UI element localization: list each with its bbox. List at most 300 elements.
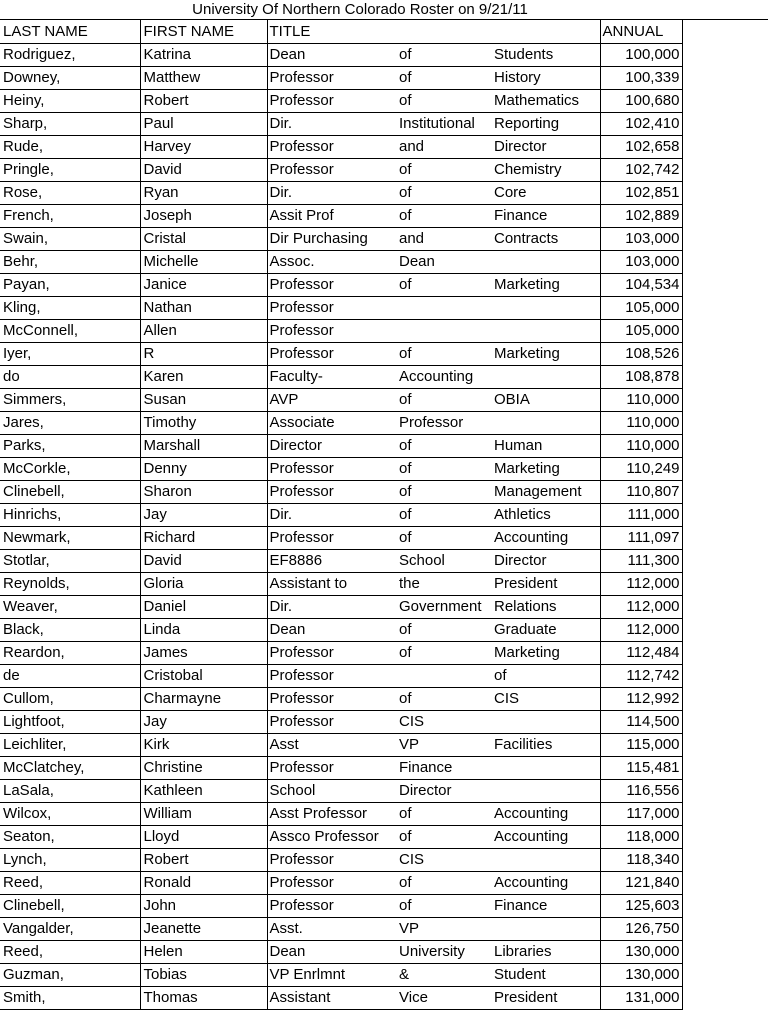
cell-title-part-3 <box>492 319 600 342</box>
cell-title-part-3 <box>492 848 600 871</box>
cell-title-part-1: Assistant to <box>267 572 397 595</box>
cell-annual: 111,097 <box>600 526 682 549</box>
cell-last-name: Leichliter, <box>0 733 140 756</box>
cell-last-name: Reed, <box>0 940 140 963</box>
cell-title-part-3: OBIA <box>492 388 600 411</box>
table-row <box>0 526 682 549</box>
cell-annual: 130,000 <box>600 963 682 986</box>
cell-title-part-2 <box>397 319 492 342</box>
cell-title-part-3: Contracts <box>492 227 600 250</box>
cell-title-part-3: Director <box>492 135 600 158</box>
table-row <box>0 664 682 687</box>
roster-body <box>0 20 682 1009</box>
cell-title-part-2: Finance <box>397 756 492 779</box>
table-row <box>0 66 682 89</box>
cell-title-part-3: President <box>492 572 600 595</box>
table-row <box>0 848 682 871</box>
cell-last-name: Cullom, <box>0 687 140 710</box>
cell-first-name: Richard <box>140 526 267 549</box>
cell-title-part-1: Dir. <box>267 181 397 204</box>
cell-last-name: Stotlar, <box>0 549 140 572</box>
table-row <box>0 756 682 779</box>
table-row <box>0 595 682 618</box>
table-row <box>0 434 682 457</box>
table-row <box>0 273 682 296</box>
cell-title-part-1: Professor <box>267 480 397 503</box>
cell-title-part-2: and <box>397 227 492 250</box>
table-row <box>0 411 682 434</box>
table-row <box>0 986 682 1009</box>
cell-annual: 110,807 <box>600 480 682 503</box>
cell-title-part-2: of <box>397 457 492 480</box>
cell-last-name: Lightfoot, <box>0 710 140 733</box>
cell-first-name: Jeanette <box>140 917 267 940</box>
cell-last-name: McClatchey, <box>0 756 140 779</box>
cell-first-name: Harvey <box>140 135 267 158</box>
cell-title-part-1: Asst. <box>267 917 397 940</box>
cell-title-part-2: Vice <box>397 986 492 1009</box>
cell-title-part-1: Professor <box>267 296 397 319</box>
cell-title-part-2: CIS <box>397 710 492 733</box>
cell-annual: 105,000 <box>600 319 682 342</box>
cell-first-name: Robert <box>140 89 267 112</box>
cell-annual: 108,878 <box>600 365 682 388</box>
cell-last-name: French, <box>0 204 140 227</box>
table-row <box>0 641 682 664</box>
cell-title-part-1: Assistant <box>267 986 397 1009</box>
header-annual: ANNUAL <box>600 20 682 43</box>
cell-annual: 102,742 <box>600 158 682 181</box>
cell-first-name: Susan <box>140 388 267 411</box>
cell-first-name: Christine <box>140 756 267 779</box>
cell-last-name: Parks, <box>0 434 140 457</box>
cell-title-part-1: Asst <box>267 733 397 756</box>
cell-first-name: Allen <box>140 319 267 342</box>
cell-title-part-1: Dean <box>267 618 397 641</box>
cell-title-part-1: Faculty- <box>267 365 397 388</box>
cell-title-part-2: VP <box>397 917 492 940</box>
cell-title-part-2: & <box>397 963 492 986</box>
cell-title-part-2: of <box>397 894 492 917</box>
table-row <box>0 503 682 526</box>
cell-last-name: Black, <box>0 618 140 641</box>
cell-title-part-2: of <box>397 871 492 894</box>
cell-title-part-1: Dir Purchasing <box>267 227 397 250</box>
cell-title-part-2: the <box>397 572 492 595</box>
cell-title-part-1: Professor <box>267 342 397 365</box>
cell-title-part-2: Institutional <box>397 112 492 135</box>
cell-title-part-3: Management <box>492 480 600 503</box>
cell-title-part-1: Assit Prof <box>267 204 397 227</box>
cell-title-part-3: Marketing <box>492 641 600 664</box>
cell-last-name: Jares, <box>0 411 140 434</box>
cell-last-name: McConnell, <box>0 319 140 342</box>
cell-first-name: John <box>140 894 267 917</box>
table-row <box>0 480 682 503</box>
cell-annual: 117,000 <box>600 802 682 825</box>
cell-title-part-3: Accounting <box>492 871 600 894</box>
cell-title-part-1: Assco Professor <box>267 825 397 848</box>
table-row <box>0 112 682 135</box>
cell-title-part-3 <box>492 365 600 388</box>
cell-annual: 111,300 <box>600 549 682 572</box>
cell-last-name: Reed, <box>0 871 140 894</box>
title-row <box>0 0 768 20</box>
cell-title-part-2: Professor <box>397 411 492 434</box>
cell-title-part-2: School <box>397 549 492 572</box>
cell-annual: 110,000 <box>600 434 682 457</box>
cell-title-part-3: Marketing <box>492 273 600 296</box>
cell-title-part-3: CIS <box>492 687 600 710</box>
cell-last-name: Swain, <box>0 227 140 250</box>
cell-title-part-1: Dean <box>267 940 397 963</box>
cell-annual: 112,000 <box>600 572 682 595</box>
cell-title-part-1: Professor <box>267 710 397 733</box>
cell-title-part-2: of <box>397 802 492 825</box>
cell-title-part-1: Professor <box>267 871 397 894</box>
cell-title-part-3 <box>492 917 600 940</box>
cell-last-name: de <box>0 664 140 687</box>
table-row <box>0 825 682 848</box>
cell-title-part-3: Finance <box>492 204 600 227</box>
cell-annual: 118,340 <box>600 848 682 871</box>
cell-title-part-3: Director <box>492 549 600 572</box>
cell-title-part-2: of <box>397 66 492 89</box>
cell-title-part-2: and <box>397 135 492 158</box>
table-row <box>0 871 682 894</box>
cell-annual: 110,249 <box>600 457 682 480</box>
cell-title-part-3: Libraries <box>492 940 600 963</box>
cell-title-part-3: Accounting <box>492 802 600 825</box>
cell-first-name: Gloria <box>140 572 267 595</box>
cell-title-part-2: of <box>397 641 492 664</box>
cell-title-part-3: Mathematics <box>492 89 600 112</box>
table-row <box>0 135 682 158</box>
cell-title-part-2: of <box>397 825 492 848</box>
cell-last-name: Behr, <box>0 250 140 273</box>
cell-annual: 112,000 <box>600 618 682 641</box>
cell-title-part-1: Professor <box>267 894 397 917</box>
cell-title-part-3: Finance <box>492 894 600 917</box>
cell-title-part-2: of <box>397 480 492 503</box>
cell-title-part-1: Director <box>267 434 397 457</box>
cell-annual: 110,000 <box>600 388 682 411</box>
roster-table <box>0 20 683 1010</box>
cell-first-name: Timothy <box>140 411 267 434</box>
table-row <box>0 710 682 733</box>
cell-last-name: Sharp, <box>0 112 140 135</box>
cell-first-name: Daniel <box>140 595 267 618</box>
table-row <box>0 457 682 480</box>
cell-last-name: Reardon, <box>0 641 140 664</box>
cell-last-name: Vangalder, <box>0 917 140 940</box>
cell-last-name: do <box>0 365 140 388</box>
cell-first-name: David <box>140 549 267 572</box>
table-row <box>0 572 682 595</box>
cell-first-name: Katrina <box>140 43 267 66</box>
cell-title-part-3: History <box>492 66 600 89</box>
cell-title-part-3: of <box>492 664 600 687</box>
cell-first-name: Helen <box>140 940 267 963</box>
cell-title-part-1: EF8886 <box>267 549 397 572</box>
table-row <box>0 365 682 388</box>
cell-last-name: Payan, <box>0 273 140 296</box>
cell-last-name: Newmark, <box>0 526 140 549</box>
cell-title-part-3 <box>492 710 600 733</box>
cell-annual: 115,000 <box>600 733 682 756</box>
cell-last-name: Clinebell, <box>0 894 140 917</box>
cell-first-name: Ronald <box>140 871 267 894</box>
cell-first-name: Jay <box>140 710 267 733</box>
cell-first-name: Matthew <box>140 66 267 89</box>
cell-title-part-3: Students <box>492 43 600 66</box>
header-row <box>0 20 682 43</box>
cell-first-name: Cristobal <box>140 664 267 687</box>
cell-annual: 110,000 <box>600 411 682 434</box>
cell-last-name: Clinebell, <box>0 480 140 503</box>
cell-title-part-1: School <box>267 779 397 802</box>
cell-title-part-2: Accounting <box>397 365 492 388</box>
cell-first-name: Sharon <box>140 480 267 503</box>
cell-last-name: Wilcox, <box>0 802 140 825</box>
cell-title-part-3: Core <box>492 181 600 204</box>
table-row <box>0 250 682 273</box>
cell-annual: 130,000 <box>600 940 682 963</box>
cell-title-part-1: Dir. <box>267 112 397 135</box>
cell-title-part-1: Asst Professor <box>267 802 397 825</box>
cell-title-part-1: Professor <box>267 89 397 112</box>
header-title-end <box>492 20 600 43</box>
cell-title-part-2: Dean <box>397 250 492 273</box>
cell-title-part-2: of <box>397 204 492 227</box>
cell-title-part-3 <box>492 250 600 273</box>
cell-title-part-2 <box>397 664 492 687</box>
table-row <box>0 89 682 112</box>
cell-first-name: R <box>140 342 267 365</box>
header-first-name: FIRST NAME <box>140 20 267 43</box>
cell-last-name: Seaton, <box>0 825 140 848</box>
table-row <box>0 894 682 917</box>
cell-first-name: Nathan <box>140 296 267 319</box>
cell-annual: 114,500 <box>600 710 682 733</box>
cell-title-part-2: of <box>397 43 492 66</box>
cell-title-part-1: Professor <box>267 66 397 89</box>
table-row <box>0 779 682 802</box>
cell-last-name: LaSala, <box>0 779 140 802</box>
cell-title-part-3 <box>492 411 600 434</box>
cell-first-name: Paul <box>140 112 267 135</box>
cell-annual: 115,481 <box>600 756 682 779</box>
cell-title-part-1: VP Enrlmnt <box>267 963 397 986</box>
table-row <box>0 549 682 572</box>
cell-annual: 126,750 <box>600 917 682 940</box>
cell-last-name: Lynch, <box>0 848 140 871</box>
cell-title-part-3: President <box>492 986 600 1009</box>
cell-first-name: Jay <box>140 503 267 526</box>
cell-title-part-2: of <box>397 342 492 365</box>
cell-title-part-2: of <box>397 158 492 181</box>
header-title: TITLE <box>267 20 397 43</box>
cell-annual: 125,603 <box>600 894 682 917</box>
cell-title-part-2: of <box>397 388 492 411</box>
cell-first-name: Marshall <box>140 434 267 457</box>
cell-title-part-2: Director <box>397 779 492 802</box>
cell-annual: 112,484 <box>600 641 682 664</box>
cell-title-part-1: Associate <box>267 411 397 434</box>
cell-title-part-1: Professor <box>267 158 397 181</box>
cell-annual: 100,000 <box>600 43 682 66</box>
cell-title-part-1: Professor <box>267 756 397 779</box>
cell-title-part-3: Chemistry <box>492 158 600 181</box>
cell-last-name: Guzman, <box>0 963 140 986</box>
table-row <box>0 342 682 365</box>
cell-last-name: Hinrichs, <box>0 503 140 526</box>
cell-annual: 116,556 <box>600 779 682 802</box>
cell-title-part-3: Reporting <box>492 112 600 135</box>
cell-first-name: David <box>140 158 267 181</box>
cell-annual: 103,000 <box>600 250 682 273</box>
cell-title-part-3: Marketing <box>492 457 600 480</box>
cell-annual: 102,410 <box>600 112 682 135</box>
cell-annual: 100,339 <box>600 66 682 89</box>
cell-title-part-3 <box>492 756 600 779</box>
table-row <box>0 917 682 940</box>
cell-first-name: Kathleen <box>140 779 267 802</box>
cell-title-part-2: Government <box>397 595 492 618</box>
table-row <box>0 181 682 204</box>
table-row <box>0 204 682 227</box>
cell-annual: 118,000 <box>600 825 682 848</box>
cell-last-name: Weaver, <box>0 595 140 618</box>
table-row <box>0 319 682 342</box>
cell-first-name: Tobias <box>140 963 267 986</box>
cell-title-part-3: Student <box>492 963 600 986</box>
cell-first-name: Kirk <box>140 733 267 756</box>
cell-title-part-3: Relations <box>492 595 600 618</box>
cell-annual: 112,992 <box>600 687 682 710</box>
cell-title-part-1: Professor <box>267 135 397 158</box>
cell-title-part-1: Professor <box>267 687 397 710</box>
cell-first-name: Lloyd <box>140 825 267 848</box>
cell-title-part-1: AVP <box>267 388 397 411</box>
cell-title-part-3: Human <box>492 434 600 457</box>
cell-first-name: Ryan <box>140 181 267 204</box>
header-last-name: LAST NAME <box>0 20 140 43</box>
table-row <box>0 43 682 66</box>
table-row <box>0 296 682 319</box>
cell-annual: 102,851 <box>600 181 682 204</box>
cell-title-part-1: Dir. <box>267 595 397 618</box>
cell-annual: 112,000 <box>600 595 682 618</box>
table-row <box>0 158 682 181</box>
cell-first-name: Michelle <box>140 250 267 273</box>
cell-annual: 104,534 <box>600 273 682 296</box>
cell-title-part-3: Marketing <box>492 342 600 365</box>
cell-first-name: Karen <box>140 365 267 388</box>
cell-first-name: Janice <box>140 273 267 296</box>
cell-title-part-1: Dean <box>267 43 397 66</box>
cell-title-part-1: Dir. <box>267 503 397 526</box>
header-title-cont <box>397 20 492 43</box>
cell-title-part-3: Accounting <box>492 825 600 848</box>
cell-annual: 102,658 <box>600 135 682 158</box>
cell-annual: 102,889 <box>600 204 682 227</box>
cell-annual: 105,000 <box>600 296 682 319</box>
cell-annual: 103,000 <box>600 227 682 250</box>
cell-title-part-1: Professor <box>267 273 397 296</box>
cell-title-part-2: of <box>397 618 492 641</box>
cell-title-part-1: Professor <box>267 641 397 664</box>
table-row <box>0 963 682 986</box>
cell-title-part-2: of <box>397 89 492 112</box>
cell-first-name: William <box>140 802 267 825</box>
roster-title: University Of Northern Colorado Roster on 9/21/11 <box>192 1 528 18</box>
cell-title-part-2 <box>397 296 492 319</box>
cell-title-part-1: Professor <box>267 664 397 687</box>
cell-title-part-2: of <box>397 273 492 296</box>
cell-annual: 108,526 <box>600 342 682 365</box>
cell-title-part-3 <box>492 779 600 802</box>
cell-title-part-1: Professor <box>267 526 397 549</box>
cell-annual: 112,742 <box>600 664 682 687</box>
cell-last-name: Downey, <box>0 66 140 89</box>
cell-annual: 131,000 <box>600 986 682 1009</box>
cell-title-part-3 <box>492 296 600 319</box>
cell-last-name: Rodriguez, <box>0 43 140 66</box>
table-row <box>0 618 682 641</box>
cell-title-part-3: Athletics <box>492 503 600 526</box>
cell-title-part-2: of <box>397 503 492 526</box>
cell-last-name: Iyer, <box>0 342 140 365</box>
cell-title-part-2: University <box>397 940 492 963</box>
cell-title-part-1: Assoc. <box>267 250 397 273</box>
table-row <box>0 388 682 411</box>
cell-first-name: James <box>140 641 267 664</box>
cell-first-name: Linda <box>140 618 267 641</box>
cell-first-name: Joseph <box>140 204 267 227</box>
table-row <box>0 687 682 710</box>
table-row <box>0 802 682 825</box>
cell-last-name: McCorkle, <box>0 457 140 480</box>
cell-annual: 100,680 <box>600 89 682 112</box>
cell-first-name: Denny <box>140 457 267 480</box>
cell-title-part-3: Accounting <box>492 526 600 549</box>
cell-title-part-2: of <box>397 434 492 457</box>
cell-last-name: Heiny, <box>0 89 140 112</box>
cell-title-part-1: Professor <box>267 319 397 342</box>
cell-last-name: Rude, <box>0 135 140 158</box>
cell-last-name: Smith, <box>0 986 140 1009</box>
cell-title-part-3: Facilities <box>492 733 600 756</box>
cell-title-part-2: of <box>397 526 492 549</box>
cell-title-part-2: VP <box>397 733 492 756</box>
cell-title-part-1: Professor <box>267 848 397 871</box>
cell-last-name: Kling, <box>0 296 140 319</box>
cell-last-name: Simmers, <box>0 388 140 411</box>
cell-annual: 111,000 <box>600 503 682 526</box>
cell-title-part-1: Professor <box>267 457 397 480</box>
cell-first-name: Cristal <box>140 227 267 250</box>
table-row <box>0 227 682 250</box>
cell-last-name: Pringle, <box>0 158 140 181</box>
cell-annual: 121,840 <box>600 871 682 894</box>
cell-last-name: Rose, <box>0 181 140 204</box>
cell-title-part-2: of <box>397 181 492 204</box>
cell-first-name: Charmayne <box>140 687 267 710</box>
cell-title-part-2: CIS <box>397 848 492 871</box>
table-row <box>0 733 682 756</box>
cell-first-name: Robert <box>140 848 267 871</box>
